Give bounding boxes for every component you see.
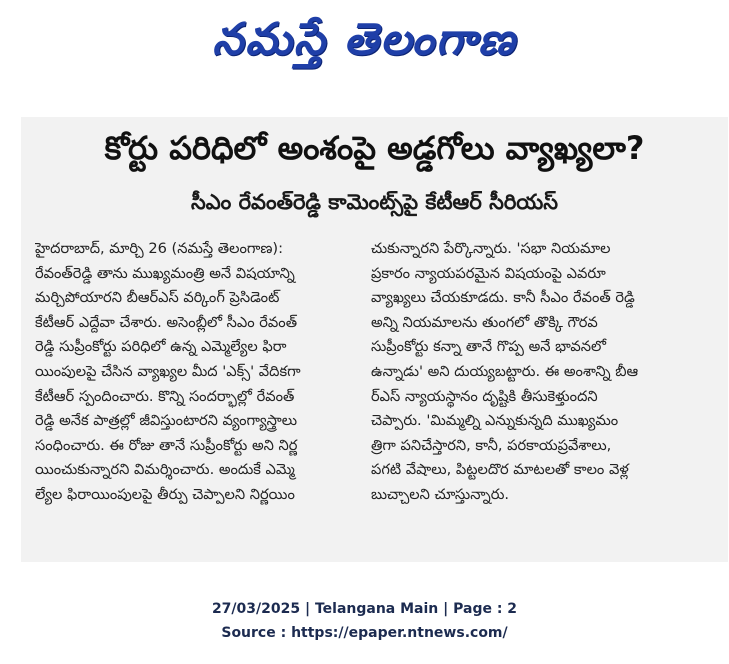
masthead	[0, 8, 729, 78]
body-line: త్రిగా పనిచేస్తారని, కానీ, పరకాయప్రవేశాలు,	[371, 436, 612, 454]
body-line: రేవంత్‌రెడ్డి తాను ముఖ్యమంత్రి అనే విషయాన్ని	[35, 264, 295, 282]
body-line: పగటి వేషాలు, పిట్టలదొర మాటలతో కాలం వెళ్ల	[371, 461, 629, 479]
body-line: కేటీఆర్ ఎద్దేవా చేశారు. అసెంబ్లీలో సీఎం రేవంత్	[35, 313, 298, 331]
body-line: హైదరాబాద్, మార్చి 26 (నమస్తే తెలంగాణ):	[35, 240, 284, 257]
body-line: ఉన్నాడు' అని దుయ్యబట్టారు. ఈ అంశాన్ని బీఆ	[371, 362, 639, 380]
body-line: సంధించారు. ఈ రోజు తానే సుప్రీంకోర్టు అని నిర్ణ	[35, 436, 298, 454]
article-headline: కోర్టు పరిధిలో అంశంపై అడ్డగోలు వ్యాఖ్యలా?	[104, 129, 645, 167]
body-line: సుప్రీంకోర్టు కన్నా తానే గొప్ప అనే భావనలో	[371, 338, 607, 356]
body-line: బుచ్చాలని చూస్తున్నారు.	[371, 485, 510, 503]
body-line: మర్చిపోయారని బీఆర్‌ఎస్ వర్కింగ్ ప్రెసిడెంట్	[35, 289, 280, 307]
publication-info: 27/03/2025 | Telangana Main | Page : 2	[211, 601, 518, 617]
body-line: వ్యాఖ్యలు చేయకూడదు. కానీ సీఎం రేవంత్ రెడ్డి	[371, 289, 635, 307]
body-line: రెడ్డి సుప్రీంకోర్టు పరిధిలో ఉన్న ఎమ్మెల్యేల ఫిరా	[35, 338, 287, 356]
masthead-logo: నమస్తే తెలంగాణ	[212, 14, 517, 65]
article-subheadline: సీఎం రేవంత్‌రెడ్డి కామెంట్స్‌పై కేటీఆర్ సీరియస్	[190, 190, 559, 214]
body-line: చుకున్నారని పేర్కొన్నారు. 'సభా నియమాల	[371, 240, 611, 257]
body-line: చెప్పారు. 'మిమ్మల్ని ఎన్నుకున్నది ముఖ్యమం	[371, 412, 619, 430]
body-line: ల్యేల ఫిరాయింపులపై తీర్పు చెప్పాలని నిర్ణయిం	[35, 485, 295, 503]
body-line: అన్ని నియమాలను తుంగలో తొక్కి గౌరవ	[371, 313, 598, 331]
source-line: Source : https://epaper.ntnews.com/	[221, 625, 508, 641]
body-line: యింపులపై చేసిన వ్యాఖ్యల మీద 'ఎక్స్' వేదికగా	[35, 362, 301, 380]
body-line: కేటీఆర్ స్పందించారు. కొన్ని సందర్భాల్లో రేవంత్	[35, 387, 295, 405]
article-clipping	[21, 117, 728, 562]
article-column-left	[35, 237, 363, 508]
body-line: ర్‌ఎస్ న్యాయస్థానం దృష్టికి తీసుకెళ్తుందని	[371, 387, 598, 405]
body-line: ప్రకారం న్యాయపరమైన విషయంపై ఎవరూ	[371, 264, 606, 282]
article-column-right	[371, 237, 699, 508]
body-line: యించుకున్నారని విమర్శించారు. అందుకే ఎమ్మె	[35, 461, 295, 479]
body-line: రెడ్డి అనేక పాత్రల్లో జీవిస్తుంటారని వ్యంగ్యాస్త్రాలు	[35, 412, 298, 430]
